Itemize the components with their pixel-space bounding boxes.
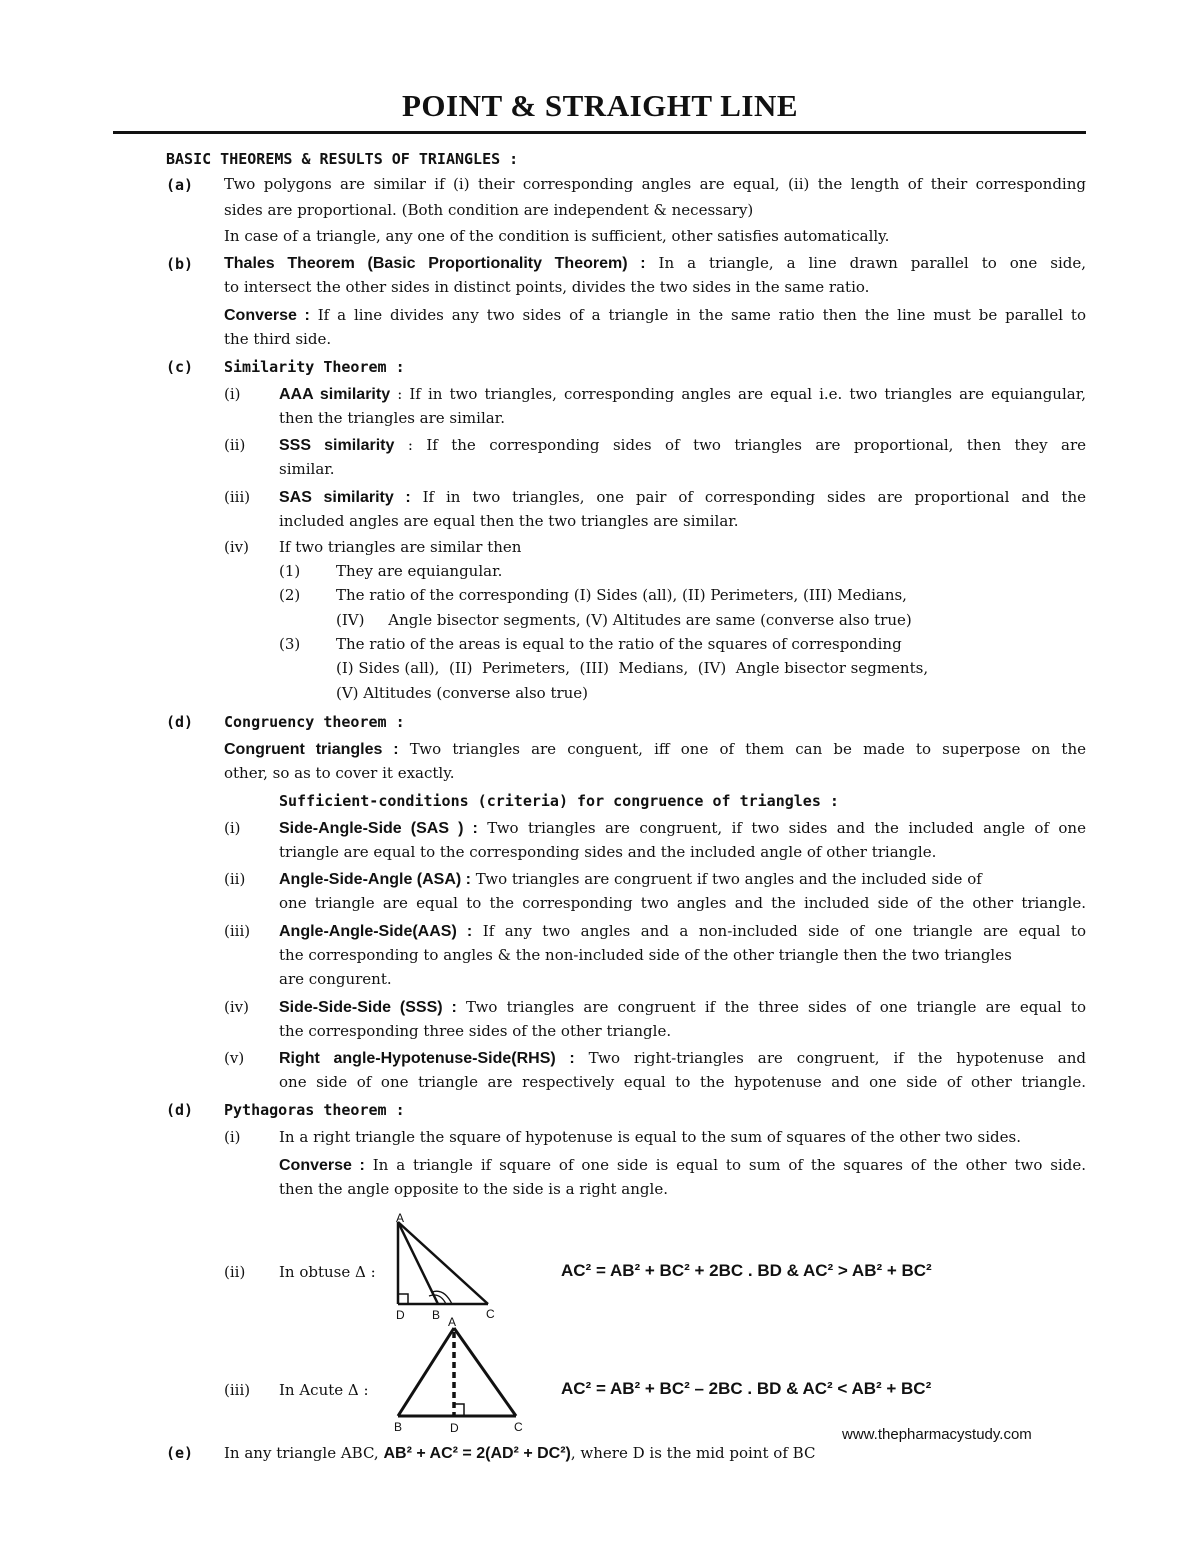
obtuse-label-b: B: [432, 1308, 441, 1322]
sim-iv-2-line1: The ratio of the corresponding (I) Sides (all), (II) Perimeters, (III) Medians,: [336, 586, 907, 604]
pyth-converse-label: Converse :: [279, 1157, 365, 1174]
page-title: POINT & STRAIGHT LINE: [401, 88, 799, 123]
website-url: www.thepharmacystudy.com: [842, 1426, 1032, 1443]
congruent-text: Two triangles are conguent, iff one of them can be made to superpose on the: [409, 740, 1086, 758]
cong-ii-line2: one triangle are equal to the corresponding two angles and the included side of the other triangle.: [279, 894, 1086, 912]
congruent-line2: other, so as to cover it exactly.: [224, 764, 455, 782]
sim-i-line1: [279, 384, 1086, 405]
cong-i-line1: [279, 818, 1086, 839]
cong-iv-term: Side-Side-Side (SSS) :: [279, 999, 457, 1016]
cong-v-text: Two right-triangles are congruent, if the hypotenuse and: [588, 1049, 1086, 1067]
item-b-line1: [224, 253, 1086, 274]
sim-iv-3-line2: (I) Sides (all), (II) Perimeters, (III) Medians, (IV) Angle bisector segments,: [336, 659, 929, 677]
cong-iv-line1: [279, 997, 1086, 1018]
acute-formula: AC² = AB² + BC² – 2BC . BD & AC² < AB² + BC²: [561, 1379, 932, 1398]
sim-i-term: AAA similarity: [279, 386, 391, 403]
cong-v-term: Right angle-Hypotenuse-Side(RHS) :: [279, 1050, 575, 1067]
pyth-iii-text: In Acute Δ :: [279, 1381, 369, 1399]
cong-i-num: (i): [224, 819, 241, 837]
thales-text: In a triangle, a line drawn parallel to one side,: [658, 254, 1087, 272]
cong-iii-line2: the corresponding to angles & the non-included side of the other triangle then the two triangles: [279, 946, 1012, 964]
sim-iii-text: If in two triangles, one pair of corresponding sides are proportional and the: [422, 488, 1086, 506]
pyth-iii-num: (iii): [224, 1381, 251, 1399]
cong-iii-text: If any two angles and a non-included side of one triangle are equal to: [482, 922, 1086, 940]
sim-i-sep: :: [390, 385, 410, 403]
pyth-i-num: (i): [224, 1128, 241, 1146]
sim-iv-1-text: They are equiangular.: [336, 562, 503, 580]
item-b-line2: to intersect the other sides in distinct points, divides the two sides in the same ratio.: [224, 278, 870, 296]
sim-ii-line2: similar.: [279, 460, 335, 478]
title-rule: [113, 131, 1086, 134]
item-d1-label: (d): [166, 713, 194, 731]
sim-ii-num: (ii): [224, 436, 246, 454]
sim-iv-text: If two triangles are similar then: [279, 538, 522, 556]
sim-iii-line1: [279, 487, 1086, 508]
obtuse-side-ac: [398, 1222, 488, 1304]
item-e-pre: In any triangle ABC,: [224, 1444, 384, 1462]
acute-label-d: D: [450, 1421, 459, 1435]
section-heading: BASIC THEOREMS & RESULTS OF TRIANGLES :: [166, 150, 519, 168]
pyth-ii-num: (ii): [224, 1263, 246, 1281]
sim-ii-term: SSS similarity: [279, 437, 395, 454]
sim-i-text: If in two triangles, corresponding angles are equal i.e. two triangles are equiangular,: [409, 385, 1086, 403]
cong-i-line2: triangle are equal to the corresponding sides and the included angle of other triangle.: [279, 843, 937, 861]
criteria-heading: Sufficient-conditions (criteria) for congruence of triangles :: [279, 792, 839, 810]
sim-iii-term: SAS similarity :: [279, 489, 411, 506]
item-d1-heading: Congruency theorem :: [224, 713, 405, 731]
item-d2-heading: Pythagoras theorem :: [224, 1101, 405, 1119]
sim-i-line2: then the triangles are similar.: [279, 409, 505, 427]
obtuse-right-angle-mark: [398, 1294, 408, 1304]
cong-iii-line3: are congurent.: [279, 970, 392, 988]
sim-ii-line1: [279, 435, 1086, 456]
cong-iv-line2: the corresponding three sides of the other triangle.: [279, 1022, 672, 1040]
obtuse-label-d: D: [396, 1308, 405, 1322]
sim-iv-3-num: (3): [279, 635, 301, 653]
cong-ii-num: (ii): [224, 870, 246, 888]
pyth-converse-text: In a triangle if square of one side is equal to sum of the squares of the other two side.: [372, 1156, 1086, 1174]
cong-ii-term: Angle-Side-Angle (ASA) :: [279, 871, 471, 888]
sim-i-num: (i): [224, 385, 241, 403]
item-a-label: (a): [166, 176, 194, 194]
cong-iii-line1: [279, 921, 1086, 942]
obtuse-label-a: A: [396, 1211, 405, 1225]
obtuse-label-c: C: [486, 1307, 495, 1321]
item-a-line2: sides are proportional. (Both condition are independent & necessary): [224, 201, 754, 219]
item-d2-label: (d): [166, 1101, 194, 1119]
obtuse-triangle-figure: [388, 1208, 508, 1326]
acute-label-c: C: [514, 1420, 523, 1434]
thales-heading: Thales Theorem (Basic Proportionality Theorem) :: [224, 255, 646, 272]
sim-iv-2-line2: (IV) Angle bisector segments, (V) Altitudes are same (converse also true): [336, 611, 912, 629]
cong-v-num: (v): [224, 1049, 245, 1067]
pyth-i-line1: In a right triangle the square of hypotenuse is equal to the sum of squares of the other two sides.: [279, 1128, 1021, 1146]
acute-triangle-figure: [390, 1314, 530, 1438]
sim-iii-sep: [411, 488, 423, 506]
sim-ii-text: If the corresponding sides of two triangles are proportional, then they are: [426, 436, 1087, 454]
item-a-line1: Two polygons are similar if (i) their corresponding angles are equal, (ii) the length of their corresponding: [224, 175, 1086, 193]
converse-label: Converse :: [224, 307, 310, 324]
item-a-line3: In case of a triangle, any one of the condition is sufficient, other satisfies automatically.: [224, 227, 890, 245]
item-e-formula: AB² + AC² = 2(AD² + DC²): [383, 1445, 571, 1462]
cong-iv-num: (iv): [224, 998, 249, 1016]
sim-iv-3-line3: (V) Altitudes (converse also true): [336, 684, 589, 702]
sim-ii-sep: :: [394, 436, 427, 454]
cong-v-line2: one side of one triangle are respectively equal to the hypotenuse and one side of other triangle.: [279, 1073, 1086, 1091]
item-b-converse-line2: the third side.: [224, 330, 332, 348]
item-e-label: (e): [166, 1444, 194, 1462]
item-e-line: [224, 1443, 815, 1464]
pyth-converse-line1: [279, 1155, 1086, 1176]
acute-side-ac: [454, 1328, 516, 1416]
acute-label-b: B: [394, 1420, 403, 1434]
acute-label-a: A: [448, 1315, 457, 1329]
sim-iv-1-num: (1): [279, 562, 301, 580]
item-e-post: , where D is the mid point of BC: [570, 1444, 816, 1462]
cong-ii-text: Two triangles are congruent if two angles and the included side of: [475, 870, 982, 888]
item-b-label: (b): [166, 255, 194, 273]
sim-iv-2-num: (2): [279, 586, 301, 604]
cong-iv-text: Two triangles are congruent if the three sides of one triangle are equal to: [466, 998, 1086, 1016]
sim-iii-line2: included angles are equal then the two triangles are similar.: [279, 512, 739, 530]
acute-side-ab: [398, 1328, 454, 1416]
sim-iv-3-line1: The ratio of the areas is equal to the ratio of the squares of corresponding: [336, 635, 902, 653]
cong-v-line1: [279, 1048, 1086, 1069]
pyth-ii-text: In obtuse Δ :: [279, 1263, 376, 1281]
congruent-line1: [224, 739, 1086, 760]
cong-i-text: Two triangles are congruent, if two sides and the included angle of one: [487, 819, 1086, 837]
congruent-label: Congruent triangles :: [224, 741, 399, 758]
item-c-label: (c): [166, 358, 194, 376]
cong-iii-term: Angle-Angle-Side(AAS) :: [279, 923, 473, 940]
converse-text: If a line divides any two sides of a triangle in the same ratio then the line must be parallel to: [317, 306, 1086, 324]
sim-iv-num: (iv): [224, 538, 249, 556]
cong-i-term: Side-Angle-Side (SAS ) :: [279, 820, 478, 837]
sim-iii-num: (iii): [224, 488, 251, 506]
cong-ii-line1: [279, 869, 982, 890]
item-b-converse-line1: [224, 305, 1086, 326]
cong-iii-num: (iii): [224, 922, 251, 940]
item-c-heading: Similarity Theorem :: [224, 358, 405, 376]
pyth-converse-line2: then the angle opposite to the side is a right angle.: [279, 1180, 668, 1198]
obtuse-formula: AC² = AB² + BC² + 2BC . BD & AC² > AB² + BC²: [561, 1261, 932, 1280]
